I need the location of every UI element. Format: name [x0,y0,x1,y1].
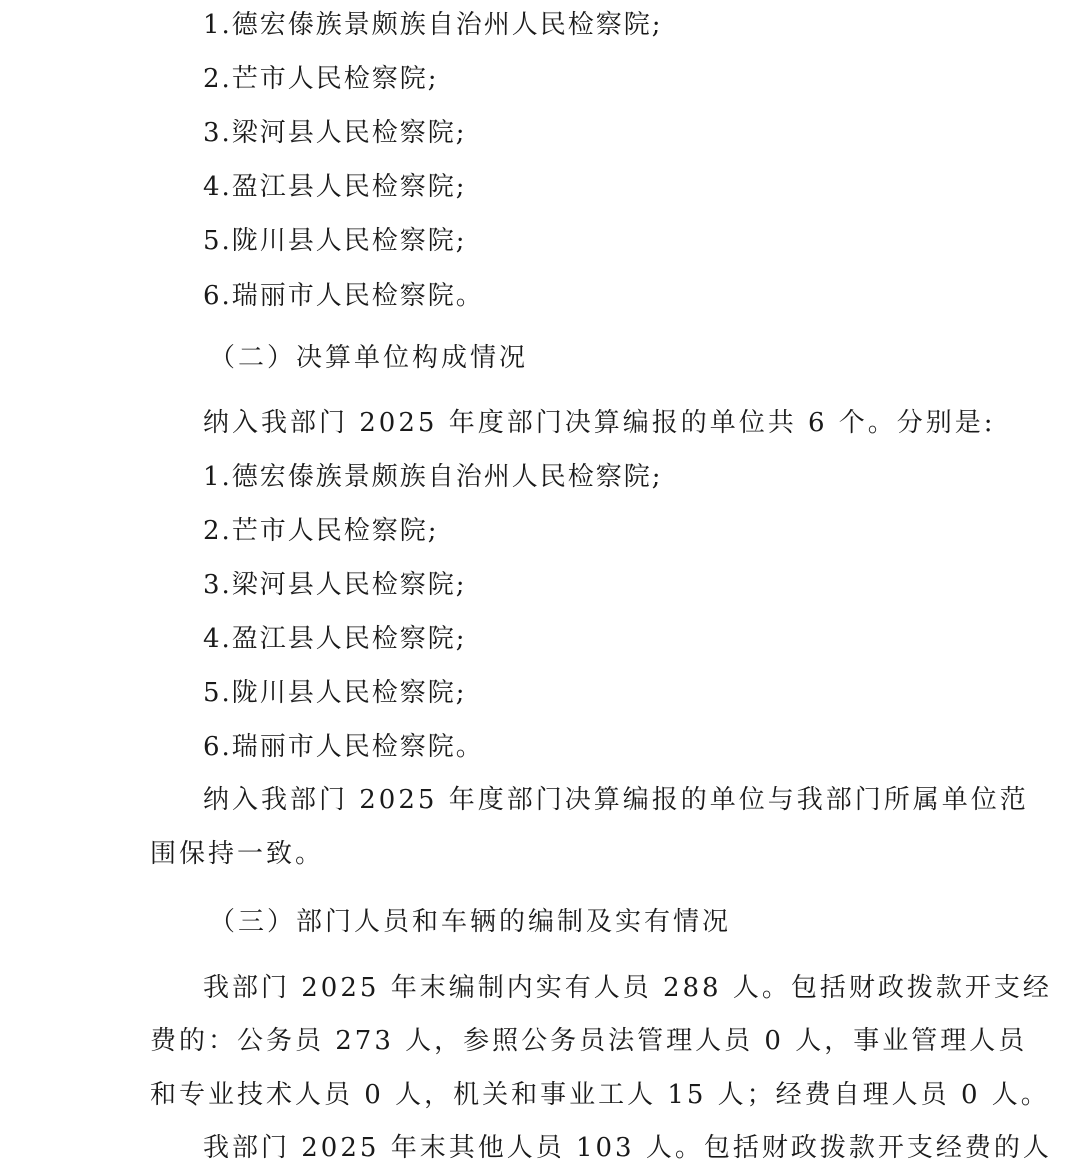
list2-item-2: 2.芒市人民检察院; [203,516,439,546]
staff-paragraph-line-1: 我部门 2025 年末编制内实有人员 288 人。包括财政拨款开支经 [203,973,1052,1003]
list1-item-5: 5.陇川县人民检察院; [203,226,467,256]
section-heading-3: （三）部门人员和车辆的编制及实有情况 [209,907,732,937]
list1-item-6: 6.瑞丽市人民检察院。 [203,281,484,311]
list1-item-1: 1.德宏傣族景颇族自治州人民检察院; [203,10,663,40]
scope-paragraph-line-1: 纳入我部门 2025 年度部门决算编报的单位与我部门所属单位范 [203,785,1029,815]
list2-item-5: 5.陇川县人民检察院; [203,678,467,708]
list1-item-2: 2.芒市人民检察院; [203,64,439,94]
staff-paragraph-line-3: 和专业技术人员 0 人，机关和事业工人 15 人；经费自理人员 0 人。 [150,1080,1050,1110]
section-heading-2: （二）决算单位构成情况 [209,343,529,373]
list2-item-1: 1.德宏傣族景颇族自治州人民检察院; [203,462,663,492]
list1-item-3: 3.梁河县人民检察院; [203,118,467,148]
list1-item-4: 4.盈江县人民检察院; [203,172,467,202]
scope-paragraph-line-2: 围保持一致。 [150,839,325,869]
list2-item-3: 3.梁河县人民检察院; [203,570,467,600]
list2-item-6: 6.瑞丽市人民检察院。 [203,732,484,762]
list2-item-4: 4.盈江县人民检察院; [203,624,467,654]
units-intro-paragraph: 纳入我部门 2025 年度部门决算编报的单位共 6 个。分别是: [203,408,996,438]
staff-paragraph-line-2: 费的：公务员 273 人，参照公务员法管理人员 0 人，事业管理人员 [150,1026,1028,1056]
other-staff-paragraph-line-1: 我部门 2025 年末其他人员 103 人。包括财政拨款开支经费的人 [203,1133,1052,1163]
